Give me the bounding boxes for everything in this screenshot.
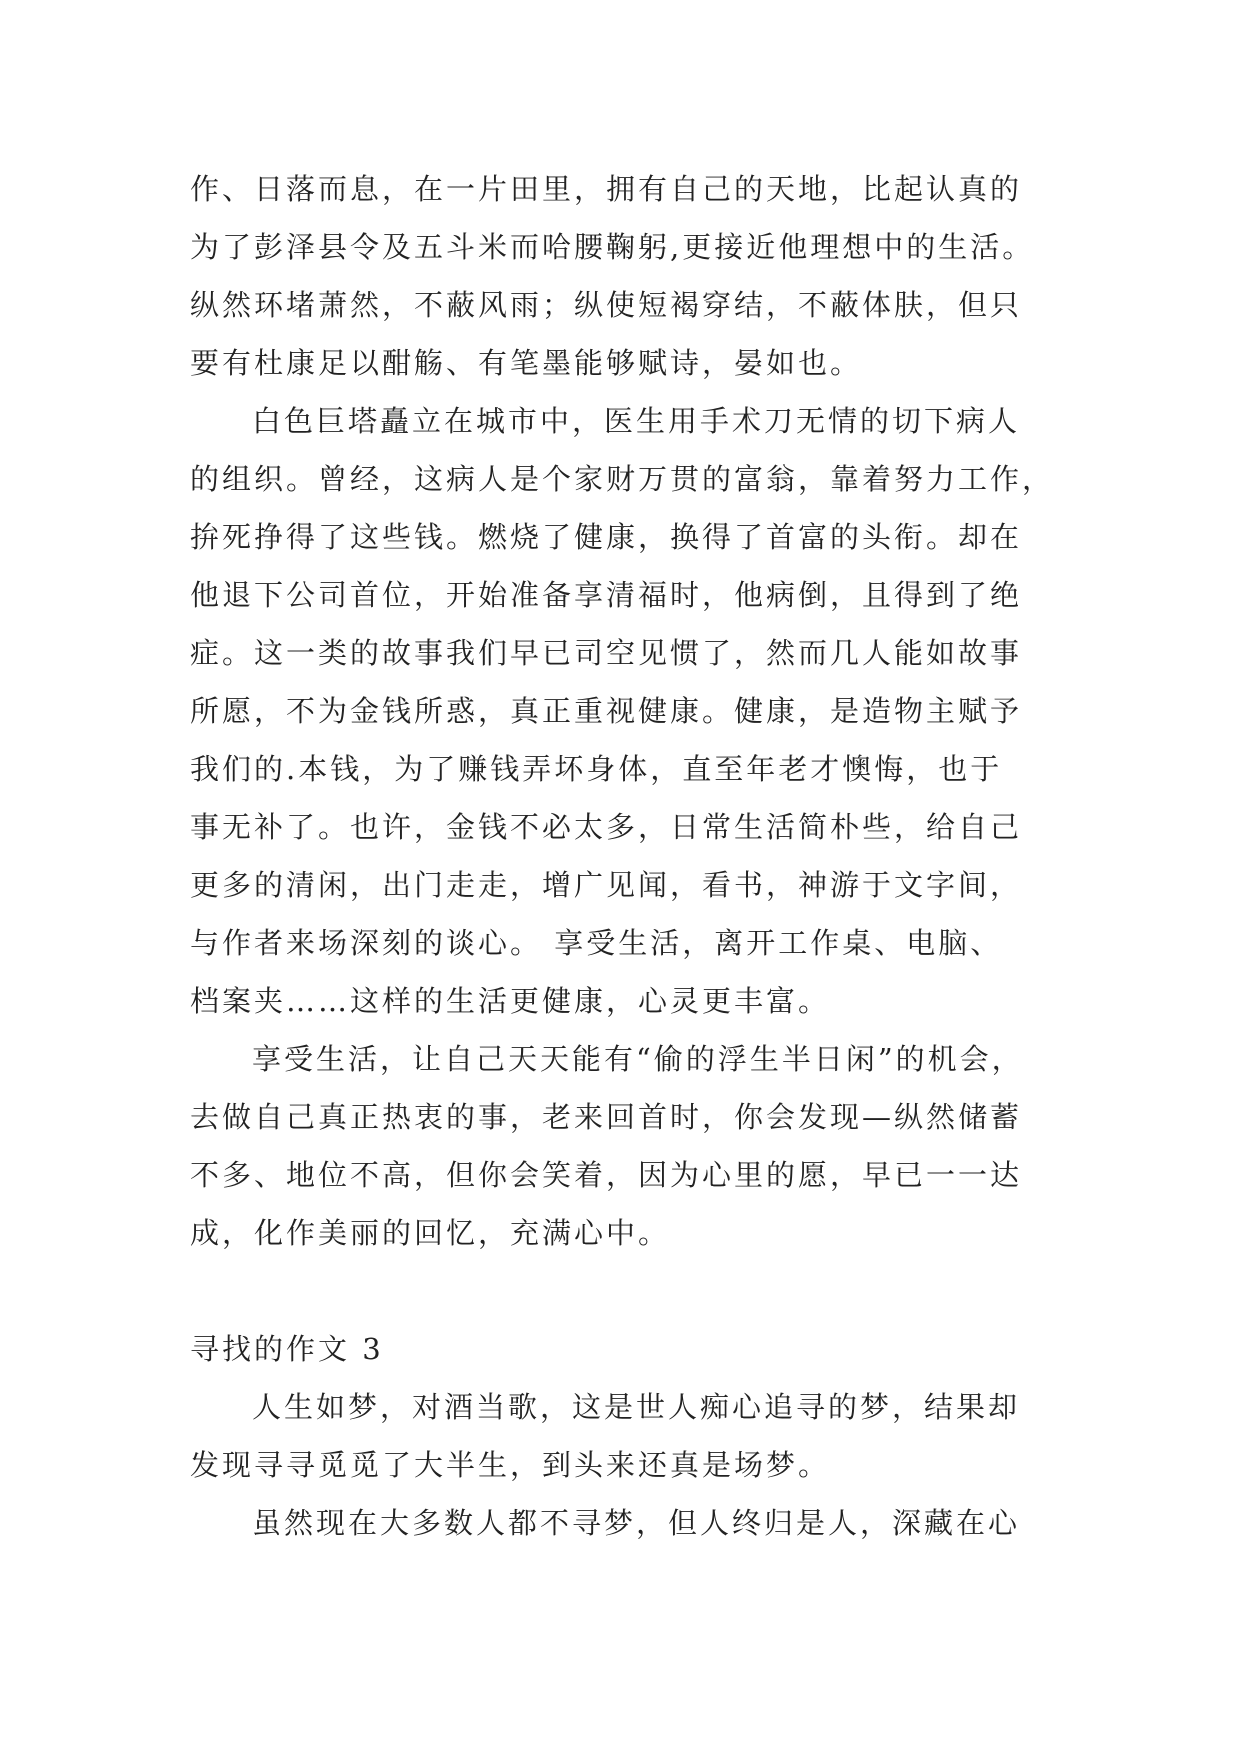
- text-line: 拚死挣得了这些钱。燃烧了健康，换得了首富的头衔。却在: [190, 520, 1023, 554]
- text-line: 要有杜康足以酣觞、有笔墨能够赋诗，晏如也。: [190, 346, 863, 380]
- text-line: 症。这一类的故事我们早已司空见惯了，然而几人能如故事: [190, 636, 1023, 670]
- text-line: 档案夹……这样的生活更健康，心灵更丰富。: [190, 984, 831, 1018]
- text-line: 不多、地位不高，但你会笑着，因为心里的愿，早已一一达: [190, 1158, 1023, 1192]
- paragraph-1: [190, 160, 1090, 392]
- text-line: 纵然环堵萧然，不蔽风雨；纵使短褐穿结，不蔽体肤，但只: [190, 288, 1023, 322]
- text-line: 为了彭泽县令及五斗米而哈腰鞠躬,更接近他理想中的生活。: [190, 230, 1035, 264]
- text-line: 享受生活，让自己天天能有“偷的浮生半日闲”的机会，: [252, 1042, 1024, 1076]
- text-line: 的组织。曾经，这病人是个家财万贯的富翁，靠着努力工作，: [190, 462, 1055, 496]
- paragraph-3: [190, 1030, 1090, 1262]
- text-line: 更多的清闲，出门走走，增广见闻，看书，神游于文字间，: [190, 868, 1023, 902]
- text-line: 所愿，不为金钱所惑，真正重视健康。健康，是造物主赋予: [190, 694, 1023, 728]
- text-line: 他退下公司首位，开始准备享清福时，他病倒，且得到了绝: [190, 578, 1023, 612]
- text-line: 我们的.本钱，为了赚钱弄坏身体，直至年老才懊悔，也于: [190, 752, 1003, 786]
- text-line: 与作者来场深刻的谈心。 享受生活，离开工作桌、电脑、: [190, 926, 1003, 960]
- paragraph-2: [190, 392, 1090, 1030]
- text-line: 事无补了。也许，金钱不必太多，日常生活简朴些，给自己: [190, 810, 1023, 844]
- section-heading: 寻找的作文 3: [190, 1332, 384, 1366]
- paragraph-5: [190, 1494, 1090, 1552]
- text-line: 去做自己真正热衷的事，老来回首时，你会发现—纵然储蓄: [190, 1100, 1023, 1134]
- text-line: 作、日落而息，在一片田里，拥有自己的天地，比起认真的: [190, 172, 1023, 206]
- paragraph-4: [190, 1378, 1090, 1494]
- text-line: 成，化作美丽的回忆，充满心中。: [190, 1216, 671, 1250]
- section-spacer: [190, 1262, 1090, 1320]
- text-line: 发现寻寻觅觅了大半生，到头来还真是场梦。: [190, 1448, 831, 1482]
- text-line: 虽然现在大多数人都不寻梦，但人终归是人，深藏在心: [252, 1506, 1021, 1540]
- text-line: 白色巨塔矗立在城市中，医生用手术刀无情的切下病人: [252, 404, 1021, 438]
- document-body: [190, 160, 1090, 1552]
- text-line: 人生如梦，对酒当歌，这是世人痴心追寻的梦，结果却: [252, 1390, 1021, 1424]
